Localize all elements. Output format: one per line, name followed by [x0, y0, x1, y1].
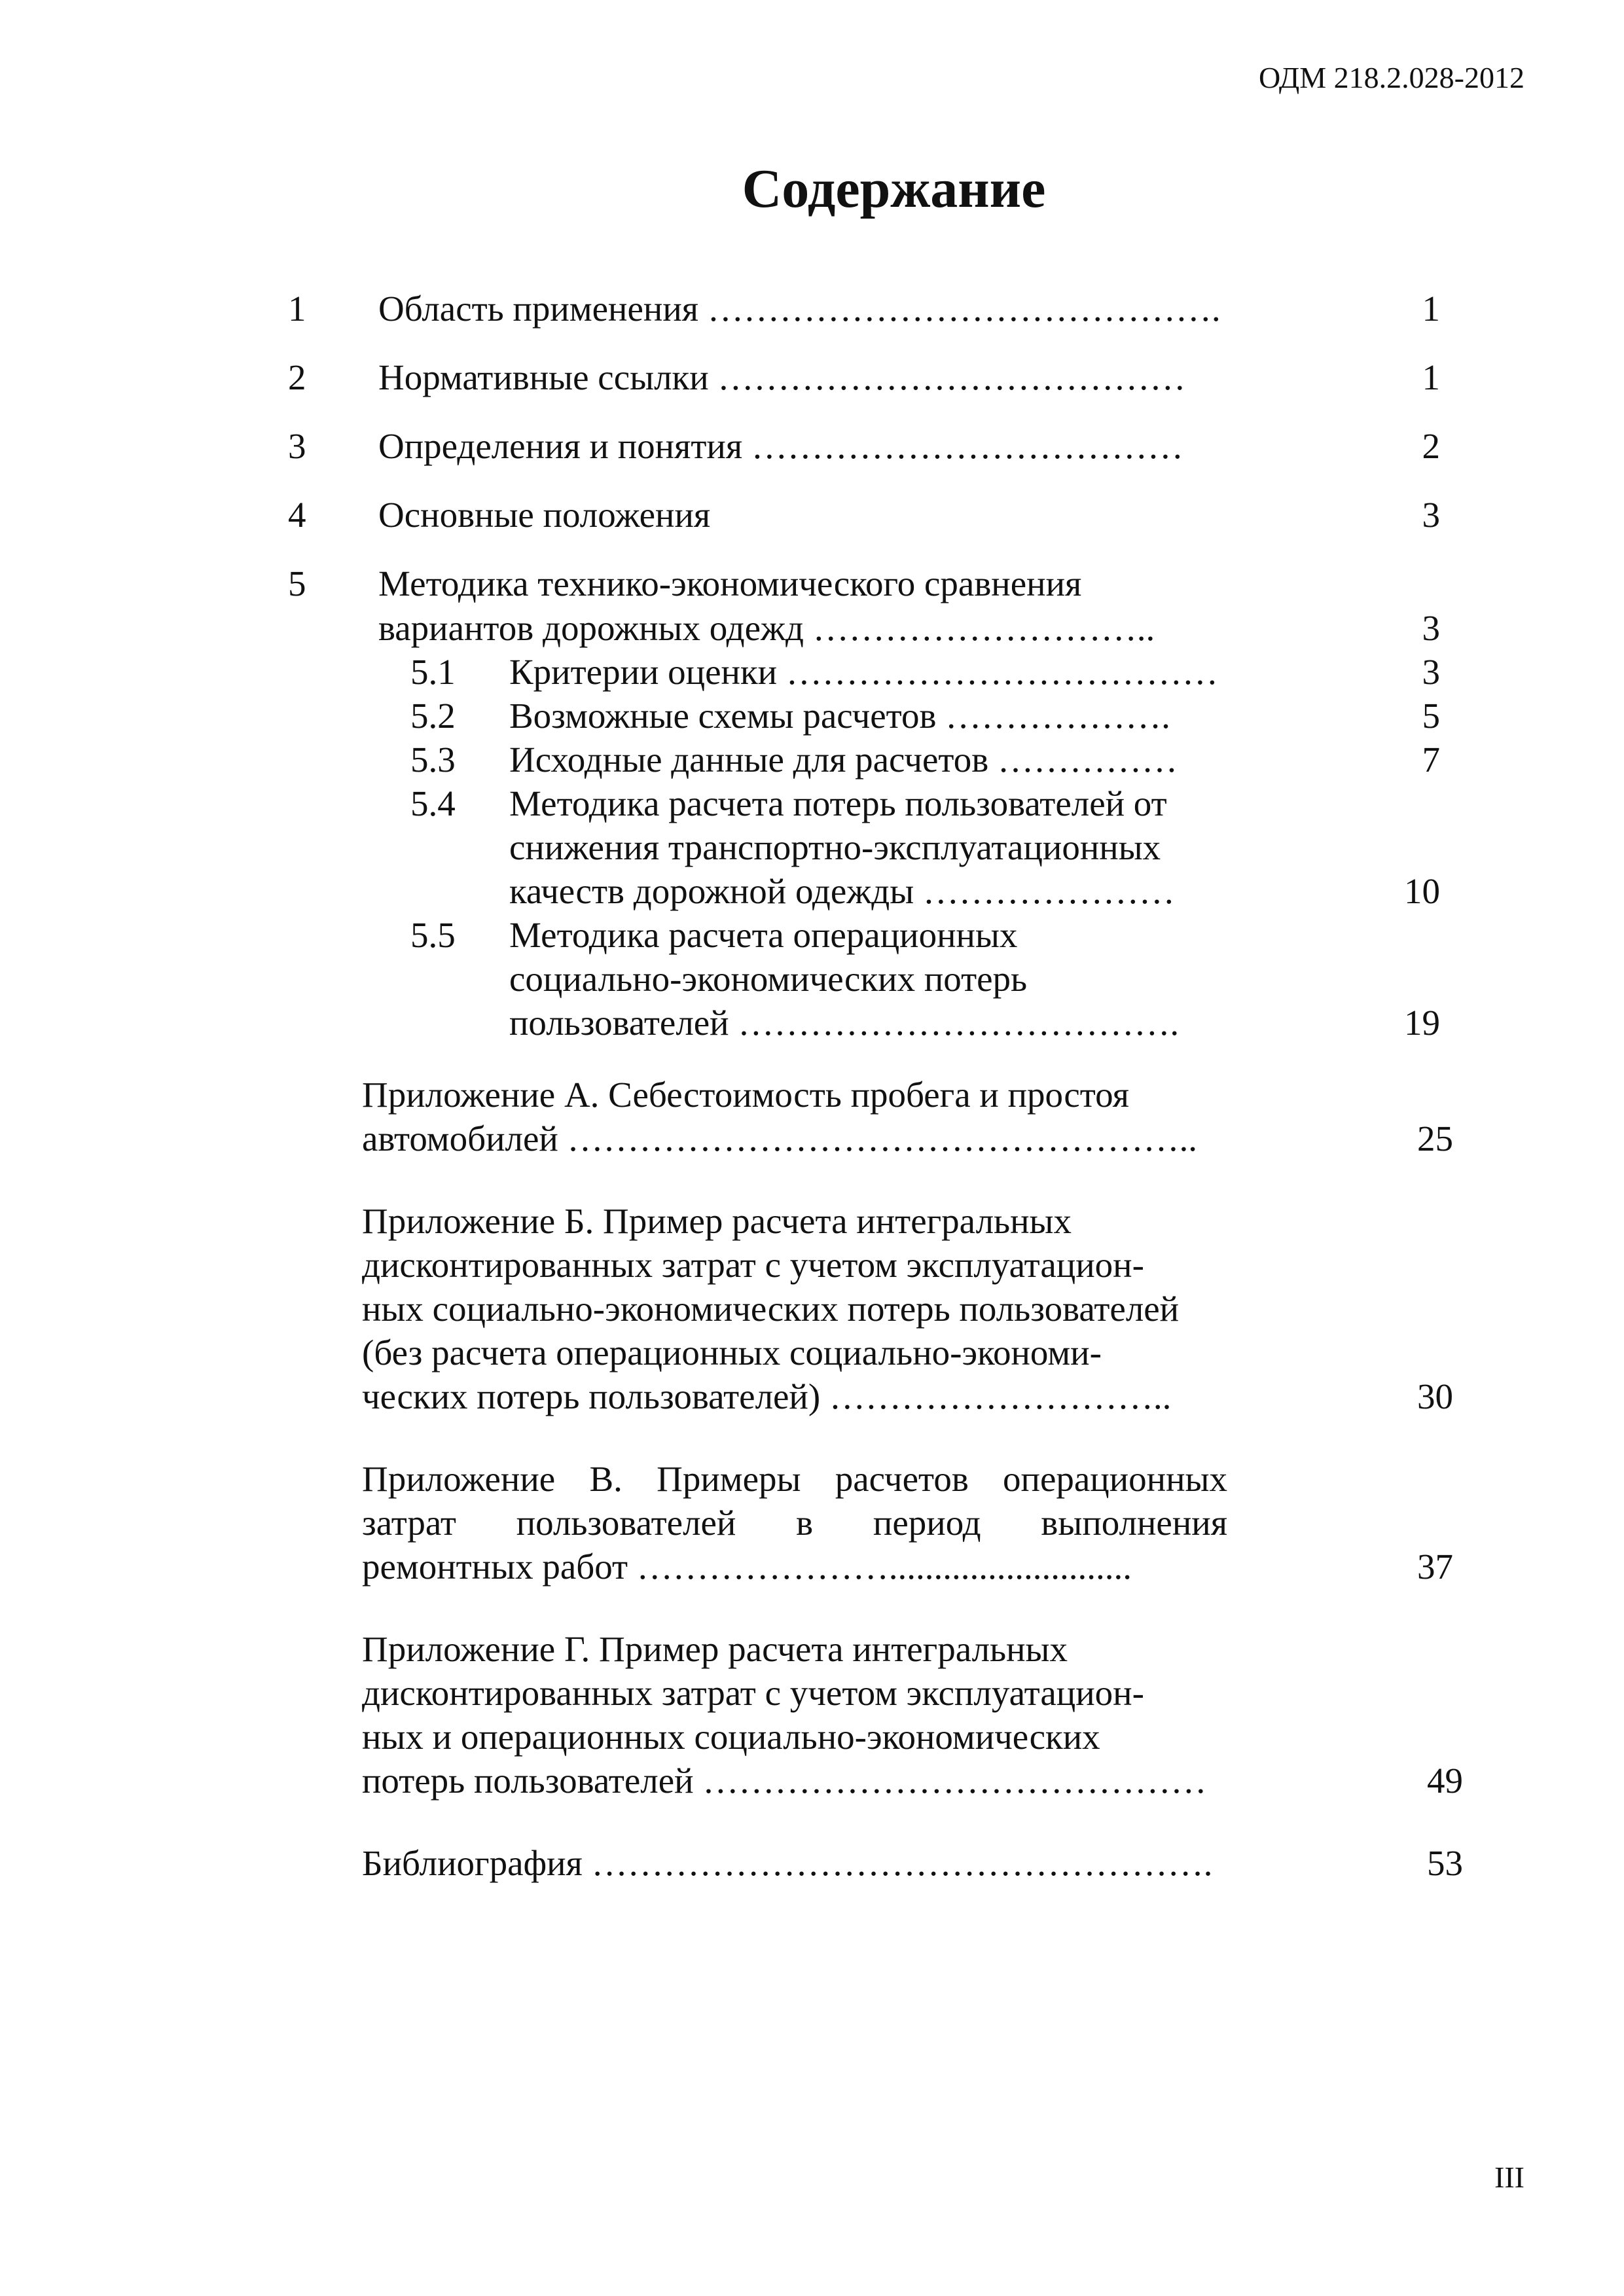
toc-subsection-title[interactable]: Методика расчета операционных	[509, 915, 1018, 955]
toc-appendix-title-continued[interactable]: ческих потерь пользователей) ………………………..	[362, 1376, 1172, 1416]
toc-page-number: 2	[1422, 426, 1440, 466]
toc-subsection-number: 5.3	[410, 740, 456, 780]
toc-page-number: 19	[1404, 1003, 1440, 1043]
toc-section-title[interactable]: Нормативные ссылки …………………………………	[378, 357, 1186, 397]
toc-page-number: 3	[1422, 652, 1440, 692]
toc-section-title-continued[interactable]: вариантов дорожных одежд ………………………..	[378, 608, 1155, 648]
toc-subsection-title[interactable]: Возможные схемы расчетов ……………….	[509, 696, 1170, 736]
toc-section-number: 5	[288, 564, 306, 603]
toc-appendix-title[interactable]: Приложение Б. Пример расчета интегральных	[362, 1201, 1072, 1241]
toc-page-number: 10	[1404, 871, 1440, 911]
toc-page-number: 49	[1427, 1761, 1463, 1801]
toc-subsection-number: 5.1	[410, 652, 456, 692]
toc-section-number: 4	[288, 495, 306, 535]
toc-section-title[interactable]: Определения и понятия ………………………………	[378, 426, 1183, 466]
toc-page-number: 53	[1427, 1843, 1463, 1883]
toc-page-number: 30	[1417, 1376, 1453, 1416]
toc-appendix-title[interactable]: Приложение В. Примеры расчетов операционных	[362, 1459, 1227, 1499]
toc-section-title[interactable]: Основные положения	[378, 495, 711, 535]
toc-subsection-title-continued[interactable]: качеств дорожной одежды …………………	[509, 871, 1175, 911]
document-code: ОДМ 218.2.028-2012	[1258, 61, 1525, 94]
toc-page-number: 1	[1422, 357, 1440, 397]
toc-subsection-title[interactable]: Критерии оценки ………………………………	[509, 652, 1218, 692]
toc-subsection-number: 5.2	[410, 696, 456, 736]
toc-subsection-title[interactable]: Методика расчета потерь пользователей от	[509, 783, 1167, 823]
toc-section-title[interactable]: Методика технико-экономического сравнения	[378, 564, 1082, 603]
toc-page-number: 3	[1422, 495, 1440, 535]
toc-appendix-title-continued[interactable]: дисконтированных затрат с учетом эксплуатацион-	[362, 1673, 1144, 1713]
toc-subsection-title[interactable]: Исходные данные для расчетов ……………	[509, 740, 1178, 780]
toc-appendix-title[interactable]: Приложение А. Себестоимость пробега и простоя	[362, 1075, 1129, 1115]
toc-subsection-title-continued[interactable]: социально-экономических потерь	[509, 959, 1028, 999]
toc-appendix-title-continued[interactable]: ных социально-экономических потерь пользователей	[362, 1289, 1180, 1329]
toc-subsection-title-continued[interactable]: снижения транспортно-эксплуатационных	[509, 827, 1161, 867]
toc-page-number: 1	[1422, 289, 1440, 329]
toc-page-number: 25	[1417, 1119, 1453, 1158]
toc-page-number: 37	[1417, 1547, 1453, 1587]
footer-page-number: III	[1494, 2161, 1525, 2194]
toc-section-number: 3	[288, 426, 306, 466]
toc-section-number: 2	[288, 357, 306, 397]
toc-section-number: 1	[288, 289, 306, 329]
toc-appendix-title-continued[interactable]: автомобилей ……………………………………………..	[362, 1119, 1198, 1158]
toc-appendix-title-continued[interactable]: ных и операционных социально-экономических	[362, 1717, 1100, 1757]
toc-page-number: 7	[1422, 740, 1440, 780]
toc-appendix-title[interactable]: Приложение Г. Пример расчета интегральных	[362, 1629, 1068, 1669]
toc-bibliography[interactable]: Библиография …………………………………………….	[362, 1843, 1213, 1883]
toc-appendix-title-continued[interactable]: затрат пользователей в период выполнения	[362, 1503, 1227, 1543]
toc-page-number: 5	[1422, 696, 1440, 736]
toc-page-number: 3	[1422, 608, 1440, 648]
toc-subsection-number: 5.5	[410, 915, 456, 955]
toc-section-title[interactable]: Область применения …………………………………….	[378, 289, 1221, 329]
toc-appendix-title-continued[interactable]: потерь пользователей ……………………………………	[362, 1761, 1207, 1801]
toc-appendix-title-continued[interactable]: ремонтных работ …………………...........................	[362, 1547, 1132, 1587]
page-title: Содержание	[742, 158, 1046, 219]
toc-appendix-title-continued[interactable]: дисконтированных затрат с учетом эксплуатацион-	[362, 1245, 1144, 1285]
toc-subsection-title-continued[interactable]: пользователей ……………………………….	[509, 1003, 1180, 1043]
toc-appendix-title-continued[interactable]: (без расчета операционных социально-экономи-	[362, 1333, 1102, 1372]
toc-subsection-number: 5.4	[410, 783, 456, 823]
